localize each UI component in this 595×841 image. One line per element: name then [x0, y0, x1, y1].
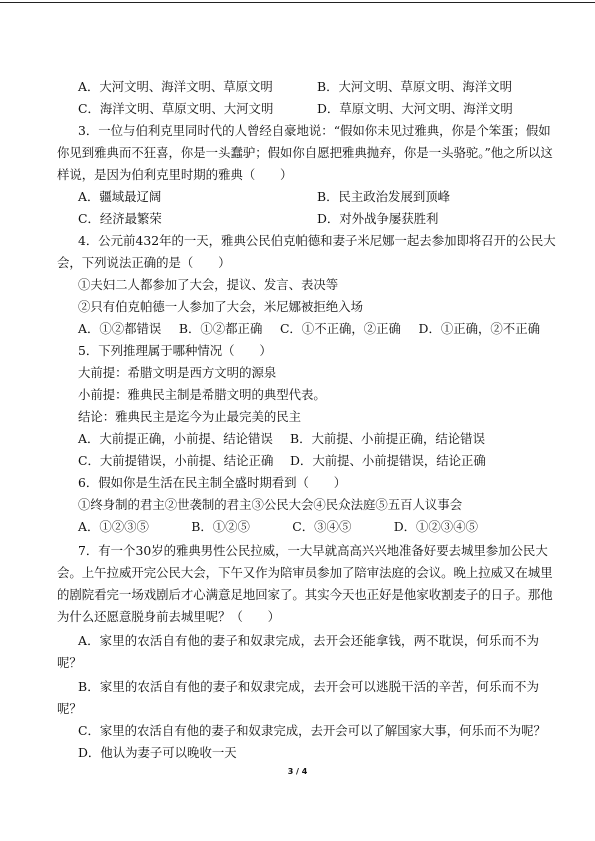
- q7-option-c: C．家里的农活自有他的妻子和奴隶完成，去开会可以了解国家大事，何乐而不为呢？: [78, 723, 546, 738]
- q7-option-a-line-1: A．家里的农活自有他的妻子和奴隶完成，去开会还能拿钱，两不耽误，何乐而不为: [78, 633, 539, 648]
- q6-options-row: [78, 516, 478, 538]
- q6-statement: ①终身制的君主②世袭制的君主③公民大会④民众法庭⑤五百人议事会: [78, 497, 463, 512]
- q2-option-c: C．海洋文明、草原文明、大河文明: [78, 101, 274, 116]
- q4-option-d: D．①正确，②不正确: [418, 321, 540, 336]
- q5-major-premise: 大前提：希腊文明是西方文明的源泉: [78, 365, 277, 380]
- q6-option-b: B．①②⑤: [191, 519, 250, 534]
- q7-option-b-line-2: 呢？: [57, 701, 82, 716]
- q3-line-1: 3．一位与伯利克里同时代的人曾经自豪地说：“假如你未见过雅典，你是个笨蛋；假如: [78, 123, 551, 138]
- q5-option-c: C．大前提错误，小前提、结论正确: [78, 453, 274, 468]
- q4-options-row: [78, 318, 540, 340]
- q6-option-a: A．①②③⑤: [78, 519, 149, 534]
- q3-option-a: A．疆域最辽阔: [78, 189, 162, 204]
- header-rule: [0, 2, 595, 3]
- q7-option-d: D．他认为妻子可以晚收一天: [78, 745, 237, 760]
- q2-option-b: B．大河文明、草原文明、海洋文明: [317, 79, 512, 94]
- q5-option-a: A．大前提正确，小前提、结论错误: [78, 431, 273, 446]
- q3-option-c: C．经济最繁荣: [78, 211, 162, 226]
- q7-option-a-line-2: 呢？: [57, 655, 82, 670]
- q7-line-4: 为什么还愿意脱身前去城里呢？（ ）: [57, 609, 281, 624]
- q5-option-d: D．大前提、小前提错误，结论正确: [290, 453, 486, 468]
- q7-line-3: 的剧院看完一场戏剧后才心满意足地回家了。其实今天也正好是他家收割麦子的日子。那他: [57, 587, 553, 602]
- q2-option-a: A．大河文明、海洋文明、草原文明: [78, 79, 273, 94]
- q3-option-b: B．民主政治发展到顶峰: [317, 189, 451, 204]
- q7-option-b-line-1: B．家里的农活自有他的妻子和奴隶完成，去开会可以逃脱干活的辛苦，何乐而不为: [78, 679, 539, 694]
- q5-option-b: B．大前提、小前提正确，结论错误: [290, 431, 485, 446]
- q3-option-d: D．对外战争屡获胜利: [317, 211, 439, 226]
- q6-option-d: D．①②③④⑤: [393, 519, 478, 534]
- q4-line-2: 会，下列说法正确的是（ ）: [57, 255, 231, 270]
- page-number: 3 / 4: [287, 767, 308, 776]
- q2-option-d: D．草原文明、大河文明、海洋文明: [317, 101, 513, 116]
- q6-question: 6．假如你是生活在民主制全盛时期看到（ ）: [78, 475, 347, 490]
- q4-option-b: B．①②都正确: [178, 321, 263, 336]
- q7-line-1: 7．有一个30岁的雅典男性公民拉威，一大早就高高兴兴地准备好要去城里参加公民大: [78, 543, 548, 558]
- q7-line-2: 会。上午拉威开完公民大会，下午又作为陪审员参加了陪审法庭的会议。晚上拉威又在城里: [57, 565, 553, 580]
- q4-statement-2: ②只有伯克帕德一人参加了大会，米尼娜被拒绝入场: [78, 299, 363, 314]
- q6-option-c: C．③④⑤: [292, 519, 352, 534]
- q5-minor-premise: 小前提：雅典民主制是希腊文明的典型代表。: [78, 387, 326, 402]
- q4-statement-1: ①夫妇二人都参加了大会，提议、发言、表决等: [78, 277, 339, 292]
- q4-option-a: A．①②都错误: [78, 321, 162, 336]
- q5-conclusion: 结论：雅典民主是迄今为止最完美的民主: [78, 409, 302, 424]
- q4-line-1: 4．公元前432年的一天，雅典公民伯克帕德和妻子米尼娜一起去参加即将召开的公民大: [78, 233, 556, 248]
- q4-option-c: C．①不正确，②正确: [279, 321, 401, 336]
- q5-question: 5．下列推理属于哪种情况（ ）: [78, 343, 272, 358]
- q3-line-2: 你见到雅典而不狂喜，你是一头蠢驴；假如你自愿把雅典抛弃，你是一头骆驼。”他之所以这: [57, 145, 553, 160]
- q3-line-3: 样说，是因为伯利克里时期的雅典（ ）: [57, 167, 293, 182]
